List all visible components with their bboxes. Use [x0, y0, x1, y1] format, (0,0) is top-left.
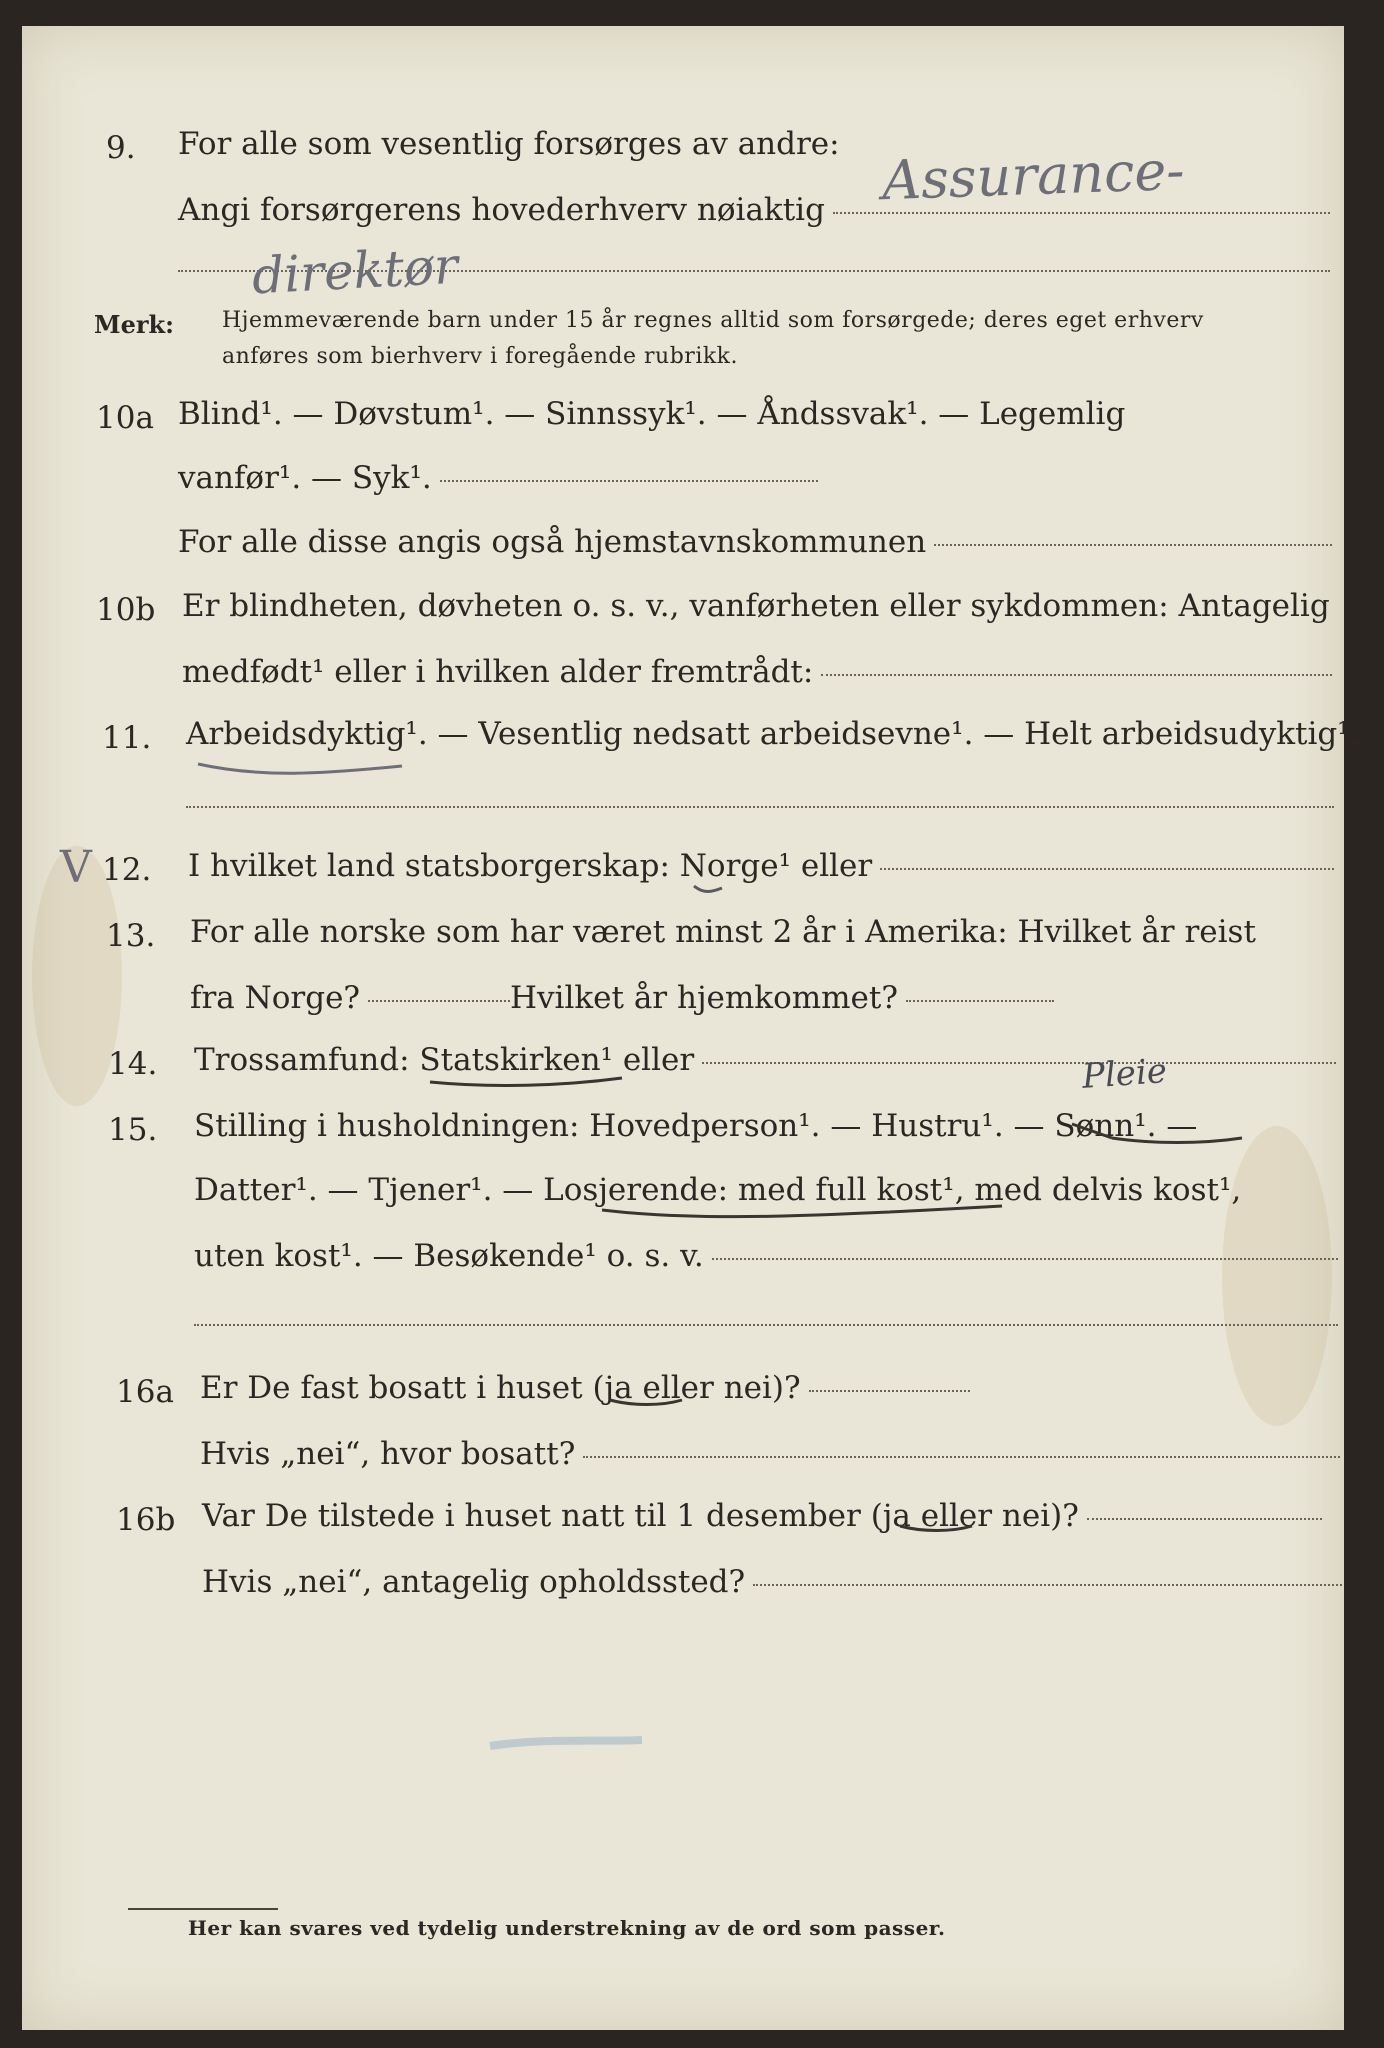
question-10a-number: 10a — [96, 400, 154, 436]
question-14-religion[interactable]: Trossamfund: Statskirken¹ eller — [194, 1042, 1336, 1078]
underline-losjerende — [602, 1206, 1002, 1217]
note-label: Merk: — [94, 310, 174, 339]
question-10a-text: Blind¹. — Døvstum¹. — Sinnssyk¹. — Åndssvak¹. — Legemlig — [178, 396, 1126, 432]
question-15-number: 15. — [108, 1112, 158, 1148]
question-10b-onset-line[interactable]: medfødt¹ eller i hvilken alder fremtrådt: — [182, 654, 1332, 690]
question-9-provider-line[interactable]: Angi forsørgerens hovederhverv nøiaktig — [178, 192, 1330, 228]
question-13-text: For alle norske som har været minst 2 år i Amerika: Hvilket år reist — [190, 914, 1256, 950]
handwritten-answer-occupation-cont: direktør — [250, 236, 460, 306]
question-9-number: 9. — [106, 130, 136, 166]
ink-markings — [22, 26, 1344, 2030]
question-14-number: 14. — [108, 1046, 158, 1082]
underline-norge — [694, 886, 722, 892]
footnote-text: Her kan svares ved tydelig understrekning av de ord som passer. — [188, 1916, 946, 1940]
census-form-page — [22, 26, 1360, 2030]
question-9-text: For alle som vesentlig forsørges av andre: — [178, 126, 840, 162]
question-16a-number: 16a — [116, 1374, 174, 1410]
question-11-number: 11. — [102, 720, 152, 756]
checkmark-v: V — [60, 842, 92, 893]
question-11-text[interactable]: Arbeidsdyktig¹. — Vesentlig nedsatt arbeidsevne¹. — Helt arbeidsudyktig¹. — [186, 716, 1360, 752]
question-16b-present[interactable]: Var De tilstede i huset natt til 1 desember (ja eller nei)? — [202, 1498, 1322, 1534]
question-13-departure-year[interactable]: fra Norge? — [190, 980, 510, 1016]
question-13-number: 13. — [106, 918, 156, 954]
question-16b-number: 16b — [116, 1502, 176, 1538]
question-13-return-year[interactable]: Hvilket år hjemkommet? — [510, 980, 1054, 1016]
handwritten-note: Pleie — [1080, 1051, 1169, 1097]
underline-statskirken — [430, 1078, 622, 1085]
underline-arbeidsdyktig — [198, 764, 402, 773]
question-10a-home-municipality[interactable]: For alle disse angis også hjemstavnskommunen — [178, 524, 1332, 560]
faint-blue-mark — [490, 1740, 642, 1746]
underline-ja-16a — [610, 1400, 682, 1405]
note-text-line1: Hjemmeværende barn under 15 år regnes alltid som forsørgede; deres eget erhverv — [222, 308, 1204, 333]
question-15-text-line3[interactable]: uten kost¹. — Besøkende¹ o. s. v. — [194, 1238, 1338, 1274]
question-15-text-line2[interactable]: Datter¹. — Tjener¹. — Losjerende: med full kost¹, med delvis kost¹, — [194, 1172, 1242, 1208]
handwritten-answer-occupation: Assurance- — [880, 138, 1186, 213]
question-10b-number: 10b — [96, 592, 156, 628]
question-16a-residence[interactable]: Er De fast bosatt i huset (ja eller nei)? — [200, 1370, 970, 1406]
question-16b-likely-location[interactable]: Hvis „nei“, antagelig opholdssted? — [202, 1564, 1342, 1600]
underline-sonn — [1112, 1138, 1242, 1143]
question-16a-where-resident[interactable]: Hvis „nei“, hvor bosatt? — [200, 1436, 1340, 1472]
question-10b-text: Er blindheten, døvheten o. s. v., vanførheten eller sykdommen: Antagelig — [182, 588, 1330, 624]
question-12-number: 12. — [102, 852, 152, 888]
question-15-text-line1[interactable]: Stilling i husholdningen: Hovedperson¹. — Hustru¹. — Sønn¹. — — [194, 1108, 1198, 1144]
note-text-line2: anføres som bierhverv i foregående rubrikk. — [222, 344, 739, 369]
question-12-citizenship[interactable]: I hvilket land statsborgerskap: Norge¹ eller — [188, 848, 1334, 884]
underline-ja-16b — [900, 1526, 972, 1531]
question-10a-options-line[interactable]: vanfør¹. — Syk¹. — [178, 460, 818, 496]
checkmark-sonn — [1072, 1124, 1112, 1138]
